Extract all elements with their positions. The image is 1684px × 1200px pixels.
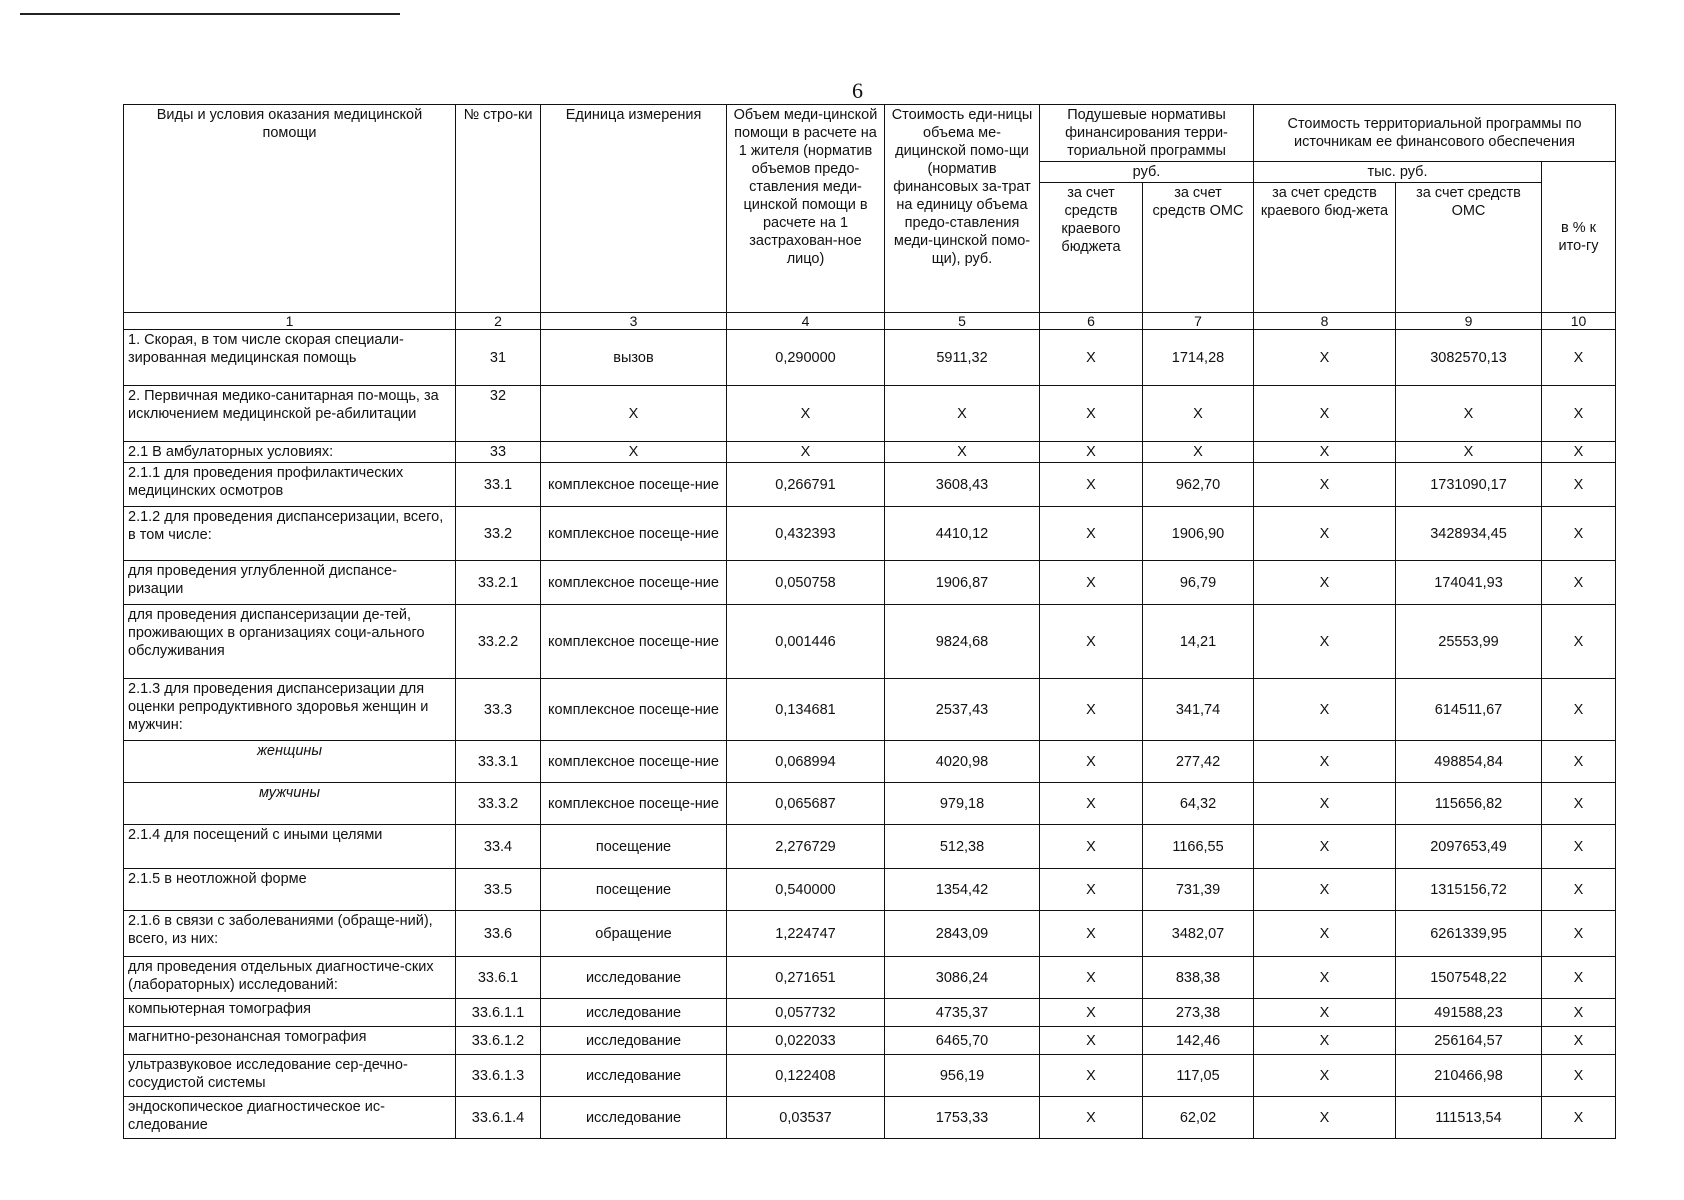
row-unit: комплексное посеще-ние: [541, 507, 727, 561]
row-regional-per-capita: X: [1040, 1027, 1143, 1055]
row-unit-cost: 4735,37: [885, 999, 1040, 1027]
column-number: 3: [541, 313, 727, 330]
row-regional-total: X: [1254, 507, 1396, 561]
table-body: [124, 330, 1616, 1139]
row-unit-cost: 2537,43: [885, 679, 1040, 741]
row-regional-per-capita: X: [1040, 911, 1143, 957]
row-regional-total: X: [1254, 442, 1396, 463]
header-col7: за счет средств ОМС: [1143, 183, 1254, 313]
column-number: 9: [1396, 313, 1542, 330]
header-unit: Единица измерения: [541, 105, 727, 313]
row-oms-total: 115656,82: [1396, 783, 1542, 825]
row-unit: X: [541, 442, 727, 463]
header-row-no: № стро-ки: [456, 105, 541, 313]
row-regional-total: X: [1254, 911, 1396, 957]
row-unit-cost: 6465,70: [885, 1027, 1040, 1055]
row-number: 33.6.1.3: [456, 1055, 541, 1097]
row-oms-per-capita: 142,46: [1143, 1027, 1254, 1055]
row-volume: 0,290000: [727, 330, 885, 386]
row-regional-total: X: [1254, 1055, 1396, 1097]
row-regional-total: X: [1254, 783, 1396, 825]
row-volume: 0,050758: [727, 561, 885, 605]
row-oms-per-capita: 117,05: [1143, 1055, 1254, 1097]
row-regional-total: X: [1254, 386, 1396, 442]
row-volume: 0,03537: [727, 1097, 885, 1139]
table-row: [124, 783, 1616, 825]
header-col9: за счет средств ОМС: [1396, 183, 1542, 313]
row-oms-total: 614511,67: [1396, 679, 1542, 741]
row-unit-cost: 4020,98: [885, 741, 1040, 783]
row-unit: комплексное посеще-ние: [541, 741, 727, 783]
row-oms-total: 1507548,22: [1396, 957, 1542, 999]
row-regional-total: X: [1254, 679, 1396, 741]
row-unit-cost: 1753,33: [885, 1097, 1040, 1139]
row-regional-total: X: [1254, 1097, 1396, 1139]
header-per-capita: Подушевые нормативы финансирования терри-ториальной программы: [1040, 105, 1254, 162]
row-regional-per-capita: X: [1040, 783, 1143, 825]
row-oms-total: 174041,93: [1396, 561, 1542, 605]
row-oms-per-capita: 838,38: [1143, 957, 1254, 999]
table-row: [124, 605, 1616, 679]
row-regional-total: X: [1254, 561, 1396, 605]
row-regional-total: X: [1254, 463, 1396, 507]
top-rule: [20, 13, 400, 15]
header-col6: за счет средств краевого бюджета: [1040, 183, 1143, 313]
header-cost: Стоимость еди-ницы объема ме-дицинской помо-щи (норматив финансовых за-трат на единицу объема предо-ставления меди-цинской помо-щи), руб.: [885, 105, 1040, 313]
row-unit: комплексное посеще-ние: [541, 783, 727, 825]
row-oms-per-capita: 1166,55: [1143, 825, 1254, 869]
row-percent: X: [1542, 605, 1616, 679]
row-percent: X: [1542, 386, 1616, 442]
row-volume: 0,122408: [727, 1055, 885, 1097]
row-number: 32: [456, 386, 541, 442]
row-percent: X: [1542, 1027, 1616, 1055]
row-volume: X: [727, 386, 885, 442]
row-number: 33.6.1.2: [456, 1027, 541, 1055]
row-unit-cost: 1906,87: [885, 561, 1040, 605]
row-regional-total: X: [1254, 605, 1396, 679]
row-oms-per-capita: 3482,07: [1143, 911, 1254, 957]
row-oms-total: 1731090,17: [1396, 463, 1542, 507]
row-regional-per-capita: X: [1040, 507, 1143, 561]
column-number: 1: [124, 313, 456, 330]
row-number: 33.5: [456, 869, 541, 911]
row-oms-per-capita: X: [1143, 442, 1254, 463]
row-oms-per-capita: 277,42: [1143, 741, 1254, 783]
table-row: [124, 463, 1616, 507]
row-number: 33.2: [456, 507, 541, 561]
row-volume: 0,065687: [727, 783, 885, 825]
row-unit: исследование: [541, 999, 727, 1027]
row-percent: X: [1542, 741, 1616, 783]
row-unit-cost: X: [885, 442, 1040, 463]
row-name: компьютерная томография: [124, 999, 456, 1027]
row-volume: 0,540000: [727, 869, 885, 911]
row-oms-total: 1315156,72: [1396, 869, 1542, 911]
row-oms-total: 498854,84: [1396, 741, 1542, 783]
table-row: [124, 1097, 1616, 1139]
table-row: [124, 330, 1616, 386]
row-unit-cost: 512,38: [885, 825, 1040, 869]
row-number: 33.3.2: [456, 783, 541, 825]
row-unit-cost: 3608,43: [885, 463, 1040, 507]
row-regional-per-capita: X: [1040, 561, 1143, 605]
row-oms-total: 3428934,45: [1396, 507, 1542, 561]
table-row: [124, 825, 1616, 869]
row-regional-per-capita: X: [1040, 741, 1143, 783]
column-number: 10: [1542, 313, 1616, 330]
row-unit-cost: X: [885, 386, 1040, 442]
header-total-cost: Стоимость территориальной программы по источникам ее финансового обеспечения: [1254, 105, 1616, 162]
row-percent: X: [1542, 679, 1616, 741]
row-oms-per-capita: 96,79: [1143, 561, 1254, 605]
row-unit: посещение: [541, 825, 727, 869]
financing-table: [123, 104, 1616, 1139]
row-unit: комплексное посеще-ние: [541, 679, 727, 741]
row-number: 33.6: [456, 911, 541, 957]
row-name: 2.1 В амбулаторных условиях:: [124, 442, 456, 463]
row-number: 33.3: [456, 679, 541, 741]
header-volume: Объем меди-цинской помощи в расчете на 1 жителя (норматив объемов предо-ставления меди-цинской помощи в расчете на 1 застрахован-ное лицо): [727, 105, 885, 313]
row-regional-total: X: [1254, 869, 1396, 911]
row-volume: 0,068994: [727, 741, 885, 783]
table-row: [124, 869, 1616, 911]
row-percent: X: [1542, 911, 1616, 957]
row-oms-per-capita: 341,74: [1143, 679, 1254, 741]
row-regional-per-capita: X: [1040, 825, 1143, 869]
row-regional-total: X: [1254, 957, 1396, 999]
header-name: Виды и условия оказания медицинской помощи: [124, 105, 456, 313]
table-row: [124, 561, 1616, 605]
table-row: [124, 911, 1616, 957]
row-name: 2.1.6 в связи с заболеваниями (обраще-ний), всего, из них:: [124, 911, 456, 957]
row-name: 2.1.3 для проведения диспансеризации для оценки репродуктивного здоровья женщин и мужчин:: [124, 679, 456, 741]
row-number: 33.6.1: [456, 957, 541, 999]
row-unit-cost: 1354,42: [885, 869, 1040, 911]
row-oms-total: 256164,57: [1396, 1027, 1542, 1055]
table-row: [124, 442, 1616, 463]
row-oms-per-capita: 62,02: [1143, 1097, 1254, 1139]
column-number: 5: [885, 313, 1040, 330]
row-oms-per-capita: 962,70: [1143, 463, 1254, 507]
row-regional-per-capita: X: [1040, 386, 1143, 442]
row-regional-per-capita: X: [1040, 999, 1143, 1027]
row-regional-per-capita: X: [1040, 1055, 1143, 1097]
row-percent: X: [1542, 1097, 1616, 1139]
row-name: 2.1.5 в неотложной форме: [124, 869, 456, 911]
row-regional-total: X: [1254, 741, 1396, 783]
row-name: 2.1.1 для проведения профилактических медицинских осмотров: [124, 463, 456, 507]
row-unit: посещение: [541, 869, 727, 911]
row-percent: X: [1542, 783, 1616, 825]
row-name: для проведения диспансеризации де-тей, проживающих в организациях соци-ального обслуживания: [124, 605, 456, 679]
row-percent: X: [1542, 463, 1616, 507]
table-row: [124, 1055, 1616, 1097]
row-volume: 0,057732: [727, 999, 885, 1027]
row-volume: 0,022033: [727, 1027, 885, 1055]
table-row: [124, 679, 1616, 741]
row-number: 33: [456, 442, 541, 463]
row-name: ультразвуковое исследование сер-дечно-сосудистой системы: [124, 1055, 456, 1097]
page-number: 6: [852, 78, 863, 103]
row-percent: X: [1542, 507, 1616, 561]
row-unit: исследование: [541, 957, 727, 999]
row-oms-per-capita: X: [1143, 386, 1254, 442]
row-name: 1. Скорая, в том числе скорая специали-зированная медицинская помощь: [124, 330, 456, 386]
table-row: [124, 1027, 1616, 1055]
row-number: 33.2.2: [456, 605, 541, 679]
row-name: магнитно-резонансная томография: [124, 1027, 456, 1055]
table-row: [124, 957, 1616, 999]
row-unit: вызов: [541, 330, 727, 386]
row-regional-total: X: [1254, 999, 1396, 1027]
row-unit-cost: 9824,68: [885, 605, 1040, 679]
row-oms-per-capita: 1906,90: [1143, 507, 1254, 561]
row-percent: X: [1542, 825, 1616, 869]
row-regional-per-capita: X: [1040, 330, 1143, 386]
row-oms-per-capita: 14,21: [1143, 605, 1254, 679]
table-row: [124, 999, 1616, 1027]
table-header: [124, 105, 1616, 330]
row-number: 33.3.1: [456, 741, 541, 783]
row-regional-per-capita: X: [1040, 463, 1143, 507]
row-regional-per-capita: X: [1040, 869, 1143, 911]
row-volume: 2,276729: [727, 825, 885, 869]
row-oms-per-capita: 64,32: [1143, 783, 1254, 825]
column-numbers-row: [124, 313, 1616, 330]
row-unit-cost: 3086,24: [885, 957, 1040, 999]
row-oms-total: 111513,54: [1396, 1097, 1542, 1139]
header-col10: в % к ито-гу: [1542, 162, 1616, 313]
row-volume: 0,432393: [727, 507, 885, 561]
header-col8: за счет средств краевого бюд-жета: [1254, 183, 1396, 313]
row-oms-per-capita: 1714,28: [1143, 330, 1254, 386]
row-oms-total: X: [1396, 386, 1542, 442]
row-unit-cost: 2843,09: [885, 911, 1040, 957]
row-number: 33.1: [456, 463, 541, 507]
row-oms-total: X: [1396, 442, 1542, 463]
row-unit-cost: 956,19: [885, 1055, 1040, 1097]
row-name: 2.1.4 для посещений с иными целями: [124, 825, 456, 869]
row-unit-cost: 5911,32: [885, 330, 1040, 386]
column-number: 7: [1143, 313, 1254, 330]
row-name: 2. Первичная медико-санитарная по-мощь, за исключением медицинской ре-абилитации: [124, 386, 456, 442]
row-oms-per-capita: 273,38: [1143, 999, 1254, 1027]
row-number: 33.6.1.1: [456, 999, 541, 1027]
row-oms-total: 6261339,95: [1396, 911, 1542, 957]
row-percent: X: [1542, 957, 1616, 999]
row-unit: исследование: [541, 1027, 727, 1055]
column-number: 2: [456, 313, 541, 330]
row-unit: комплексное посеще-ние: [541, 605, 727, 679]
row-oms-total: 2097653,49: [1396, 825, 1542, 869]
row-regional-per-capita: X: [1040, 605, 1143, 679]
row-regional-total: X: [1254, 825, 1396, 869]
row-oms-total: 3082570,13: [1396, 330, 1542, 386]
row-number: 31: [456, 330, 541, 386]
row-unit: комплексное посеще-ние: [541, 561, 727, 605]
row-regional-per-capita: X: [1040, 957, 1143, 999]
header-unit-rub: руб.: [1040, 162, 1254, 183]
row-name: 2.1.2 для проведения диспансеризации, всего, в том числе:: [124, 507, 456, 561]
row-number: 33.6.1.4: [456, 1097, 541, 1139]
row-oms-per-capita: 731,39: [1143, 869, 1254, 911]
row-percent: X: [1542, 561, 1616, 605]
row-name: для проведения углубленной диспансе-ризации: [124, 561, 456, 605]
column-number: 8: [1254, 313, 1396, 330]
row-volume: 0,271651: [727, 957, 885, 999]
row-regional-total: X: [1254, 1027, 1396, 1055]
row-oms-total: 491588,23: [1396, 999, 1542, 1027]
row-unit: обращение: [541, 911, 727, 957]
row-unit: исследование: [541, 1055, 727, 1097]
row-name: женщины: [124, 741, 456, 783]
row-name: для проведения отдельных диагностиче-ских (лабораторных) исследований:: [124, 957, 456, 999]
row-volume: X: [727, 442, 885, 463]
row-name: эндоскопическое диагностическое ис-следование: [124, 1097, 456, 1139]
row-volume: 0,134681: [727, 679, 885, 741]
row-percent: X: [1542, 869, 1616, 911]
row-volume: 0,001446: [727, 605, 885, 679]
row-number: 33.2.1: [456, 561, 541, 605]
row-number: 33.4: [456, 825, 541, 869]
row-volume: 0,266791: [727, 463, 885, 507]
row-percent: X: [1542, 1055, 1616, 1097]
header-unit-thousand-rub: тыс. руб.: [1254, 162, 1542, 183]
row-name: мужчины: [124, 783, 456, 825]
row-regional-per-capita: X: [1040, 679, 1143, 741]
row-regional-per-capita: X: [1040, 1097, 1143, 1139]
row-regional-per-capita: X: [1040, 442, 1143, 463]
row-unit-cost: 4410,12: [885, 507, 1040, 561]
column-number: 6: [1040, 313, 1143, 330]
row-oms-total: 210466,98: [1396, 1055, 1542, 1097]
row-unit: комплексное посеще-ние: [541, 463, 727, 507]
row-percent: X: [1542, 442, 1616, 463]
row-oms-total: 25553,99: [1396, 605, 1542, 679]
row-regional-total: X: [1254, 330, 1396, 386]
row-unit: X: [541, 386, 727, 442]
table-row: [124, 741, 1616, 783]
row-percent: X: [1542, 999, 1616, 1027]
column-number: 4: [727, 313, 885, 330]
table-row: [124, 386, 1616, 442]
row-volume: 1,224747: [727, 911, 885, 957]
table-row: [124, 507, 1616, 561]
row-unit-cost: 979,18: [885, 783, 1040, 825]
row-percent: X: [1542, 330, 1616, 386]
row-unit: исследование: [541, 1097, 727, 1139]
